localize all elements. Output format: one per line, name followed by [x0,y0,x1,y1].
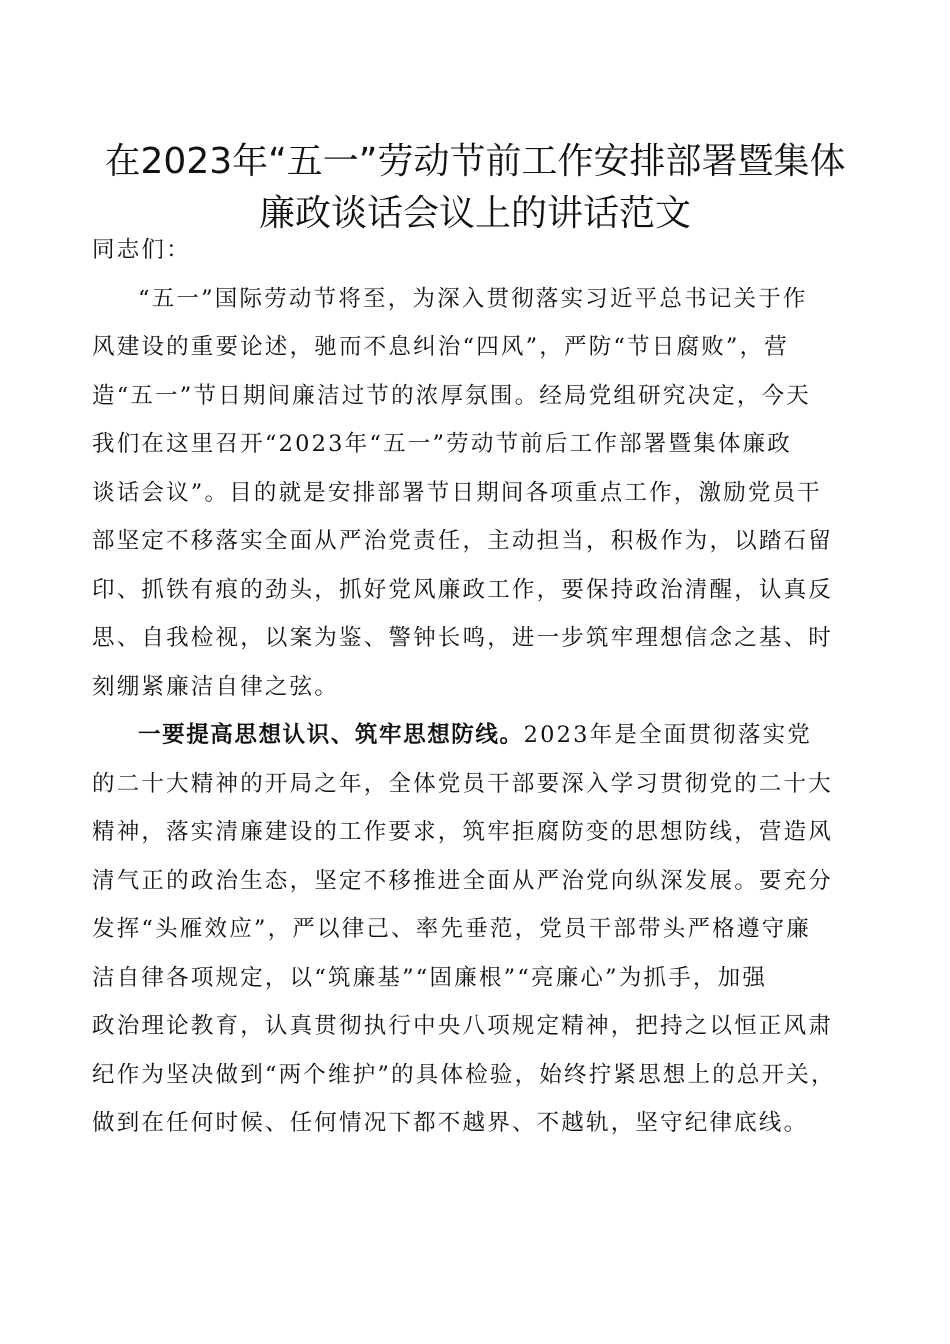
paragraph-1-line: 风建设的重要论述，驰而不息纠治“四风”，严防“节日腐败”，营 [92,334,790,360]
paragraph-1-line: 印、抓铁有痕的劲头，抓好党风廉政工作，要保持政治清醒，认真反 [92,576,834,603]
paragraph-2-line: 纪作为坚决做到“两个维护”的具体检验，始终拧紧思想上的总开关， [92,1061,836,1088]
paragraph-2-line: 发挥“头雁效应”，严以律己、率先垂范，党员干部带头严格遵守廉 [92,916,812,942]
paragraph-1 [92,275,882,712]
paragraph-2-line: 精神，落实清廉建设的工作要求，筑牢拒腐防变的思想防线，营造风 [92,819,834,845]
paragraph-1-line: “五一”国际劳动节将至，为深入贯彻落实习近平总书记关于作 [138,285,808,312]
title-line-2: 廉政谈话会议上的讲话范文 [258,193,691,235]
paragraph-2-line: 政治理论教育，认真贯彻执行中央八项规定精神，把持之以恒正风肃 [92,1013,834,1039]
paragraph-1-line: 造“五一”节日期间廉洁过节的浓厚氛围。经局党组研究决定，今天 [92,382,812,409]
paragraph-2-first-line-text: 2023年是全面贯彻落实党 [523,722,812,748]
paragraph-1-line: 刻绷紧廉洁自律之弦。 [92,673,340,700]
paragraph-2-line: 清气正的政治生态，坚定不移推进全面从严治党向纵深发展。要充分 [92,867,834,894]
paragraph-1-line: 我们在这里召开“2023年“五一”劳动节前后工作部署暨集体廉政 [92,431,792,457]
document-title [60,136,890,240]
paragraph-1-line: 谈话会议”。目的就是安排部署节日期间各项重点工作，激励党员干 [92,479,823,506]
paragraph-2-line: 洁自律各项规定，以“筑廉基”“固廉根”“亮廉心”为抓手，加强 [92,964,768,991]
salutation: 同志们： [92,237,191,263]
paragraph-2-line: 的二十大精神的开局之年，全体党员干部要深入学习贯彻党的二十大 [92,770,834,797]
document-body [92,226,882,1148]
paragraph-2-line: 做到在任何时候、任何情况下都不越界、不越轨，坚守纪律底线。 [92,1110,809,1136]
paragraph-1-line: 思、自我检视，以案为鉴、警钟长鸣，进一步筑牢理想信念之基、时 [92,625,834,651]
paragraph-2-first-line [92,711,882,760]
title-line-1: 在2023年“五一”劳动节前工作安排部署暨集体 [104,141,846,183]
paragraph-2-lead-heading: 一要提高思想认识、筑牢思想防线。 [138,722,524,748]
paragraph-2 [92,711,882,1148]
paragraph-1-line: 部坚定不移落实全面从严治党责任，主动担当，积极作为，以踏石留 [92,528,834,554]
